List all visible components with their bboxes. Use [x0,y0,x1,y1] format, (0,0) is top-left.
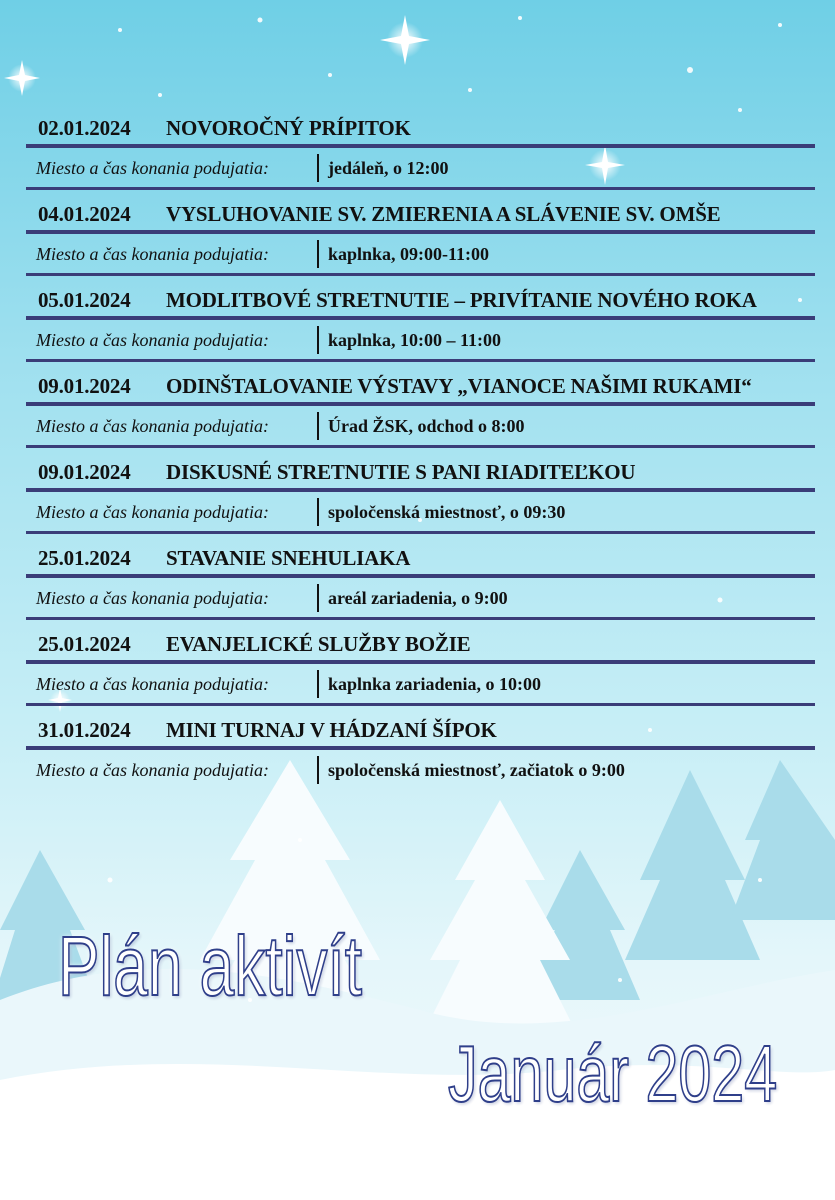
divider [26,187,815,190]
location-value: areál zariadenia, o 9:00 [328,587,508,608]
event-location-row [36,668,541,700]
divider [26,402,815,406]
event-location-row [36,324,501,356]
event-location-row [36,496,565,528]
location-value: kaplnka, 09:00-11:00 [328,243,490,264]
separator [317,412,319,440]
event-date: 31.01.2024 [38,718,131,742]
event-title: ODINŠTALOVANIE VÝSTAVY „VIANOCE NAŠIMI RUKAMI“ [166,374,752,398]
separator [317,154,319,182]
location-value: kaplnka, 10:00 – 11:00 [328,329,502,350]
event-location-row [36,410,525,442]
divider [26,445,815,448]
event-date: 05.01.2024 [38,288,131,312]
event-title: MINI TURNAJ V HÁDZANÍ ŠÍPOK [166,718,497,742]
event-heading [38,374,752,404]
event-location-row [36,238,489,270]
divider [26,273,815,276]
location-label: Miesto a čas konania podujatia: [36,587,269,608]
headline-month: Január 2024 [448,1029,778,1118]
event-item [0,542,835,628]
location-value: spoločenská miestnosť, o 09:30 [328,501,566,522]
location-label: Miesto a čas konania podujatia: [36,329,269,350]
separator [317,240,319,268]
event-date: 04.01.2024 [38,202,131,226]
event-location-row [36,582,508,614]
event-title: MODLITBOVÉ STRETNUTIE – PRIVÍTANIE NOVÉHO ROKA [166,288,757,312]
event-title: STAVANIE SNEHULIAKA [166,546,411,570]
event-heading [38,288,757,318]
event-heading [38,718,497,748]
event-heading [38,460,635,490]
event-title: EVANJELICKÉ SLUŽBY BOŽIE [166,632,471,656]
location-label: Miesto a čas konania podujatia: [36,415,269,436]
divider [26,359,815,362]
event-date: 02.01.2024 [38,116,131,140]
divider [26,531,815,534]
event-item [0,198,835,284]
event-item [0,628,835,714]
divider [26,746,815,750]
event-location-row [36,152,449,184]
event-date: 25.01.2024 [38,632,131,656]
separator [317,584,319,612]
event-heading [38,546,410,576]
events-list [0,112,835,800]
headline-plan: Plán aktivít [58,919,363,1013]
separator [317,326,319,354]
event-heading [38,202,720,232]
separator [317,498,319,526]
event-item [0,714,835,800]
separator [317,670,319,698]
location-value: jedáleň, o 12:00 [328,157,449,178]
location-label: Miesto a čas konania podujatia: [36,673,269,694]
separator [317,756,319,784]
location-label: Miesto a čas konania podujatia: [36,759,269,780]
event-heading [38,116,411,146]
location-label: Miesto a čas konania podujatia: [36,157,269,178]
divider [26,617,815,620]
divider [26,574,815,578]
event-title: NOVOROČNÝ PRÍPITOK [166,116,411,140]
location-value: Úrad ŽSK, odchod o 8:00 [328,415,525,436]
event-date: 09.01.2024 [38,460,131,484]
event-date: 09.01.2024 [38,374,131,398]
event-date: 25.01.2024 [38,546,131,570]
location-value: spoločenská miestnosť, začiatok o 9:00 [328,759,625,780]
location-value: kaplnka zariadenia, o 10:00 [328,673,542,694]
divider [26,144,815,148]
divider [26,488,815,492]
event-location-row [36,754,625,786]
location-label: Miesto a čas konania podujatia: [36,243,269,264]
event-item [0,284,835,370]
divider [26,703,815,706]
event-item [0,370,835,456]
divider [26,660,815,664]
divider [26,230,815,234]
event-title: DISKUSNÉ STRETNUTIE S PANI RIADITEĽKOU [166,460,636,484]
divider [26,316,815,320]
event-title: VYSLUHOVANIE SV. ZMIERENIA A SLÁVENIE SV. OMŠE [166,202,721,226]
event-item [0,112,835,198]
location-label: Miesto a čas konania podujatia: [36,501,269,522]
event-item [0,456,835,542]
event-heading [38,632,470,662]
